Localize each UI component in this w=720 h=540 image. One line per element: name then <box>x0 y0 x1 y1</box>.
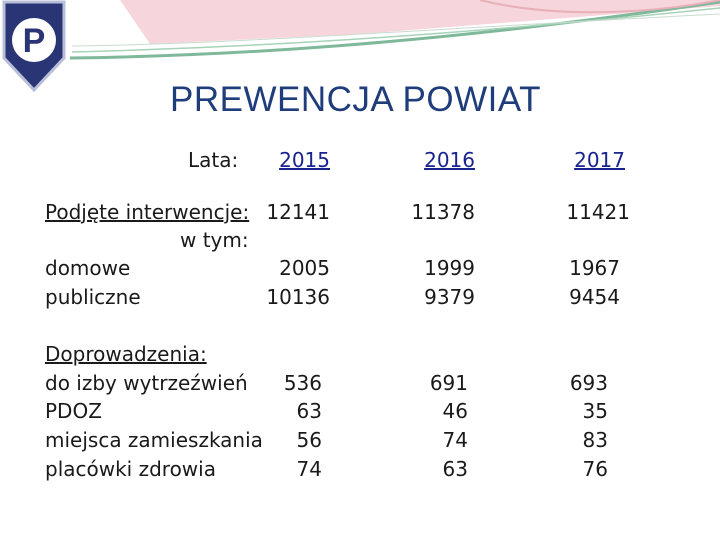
year-2015: 2015 <box>279 148 330 172</box>
year-2016: 2016 <box>424 148 475 172</box>
transport-value: 74 <box>296 457 322 481</box>
interventions-2016: 11378 <box>411 200 475 224</box>
domestic-2016: 1999 <box>424 256 475 280</box>
transport-value: 76 <box>582 457 608 481</box>
transports-label: Doprowadzenia: <box>45 342 207 366</box>
year-2017: 2017 <box>574 148 625 172</box>
badge-letter: P <box>22 22 46 60</box>
interventions-2017: 11421 <box>566 200 630 224</box>
public-label: publiczne <box>45 285 141 309</box>
interventions-2015: 12141 <box>266 200 330 224</box>
public-2015: 10136 <box>266 285 330 309</box>
public-2016: 9379 <box>424 285 475 309</box>
header-decoration <box>0 0 720 80</box>
transport-value: 83 <box>582 428 608 452</box>
transport-value: 536 <box>283 371 322 395</box>
transport-row-label: miejsca zamieszkania <box>45 428 263 452</box>
domestic-2015: 2005 <box>279 256 330 280</box>
domestic-2017: 1967 <box>569 256 620 280</box>
page-title: PREWENCJA POWIAT <box>170 80 541 119</box>
domestic-label: domowe <box>45 256 131 280</box>
transport-value: 56 <box>296 428 322 452</box>
transport-row-label: do izby wytrzeźwień <box>45 371 248 395</box>
transport-row-label: placówki zdrowia <box>45 457 216 481</box>
interventions-label: Podjęte interwencje: <box>45 200 250 224</box>
transport-value: 35 <box>582 399 608 423</box>
sub-label: w tym: <box>180 228 249 252</box>
transport-value: 63 <box>296 399 322 423</box>
public-2017: 9454 <box>569 285 620 309</box>
years-label: Lata: <box>188 148 239 172</box>
transport-value: 74 <box>442 428 468 452</box>
transport-value: 693 <box>569 371 608 395</box>
transport-value: 46 <box>442 399 468 423</box>
transport-value: 63 <box>442 457 468 481</box>
transport-value: 691 <box>429 371 468 395</box>
police-badge-logo <box>0 0 70 92</box>
transport-row-label: PDOZ <box>45 399 102 423</box>
